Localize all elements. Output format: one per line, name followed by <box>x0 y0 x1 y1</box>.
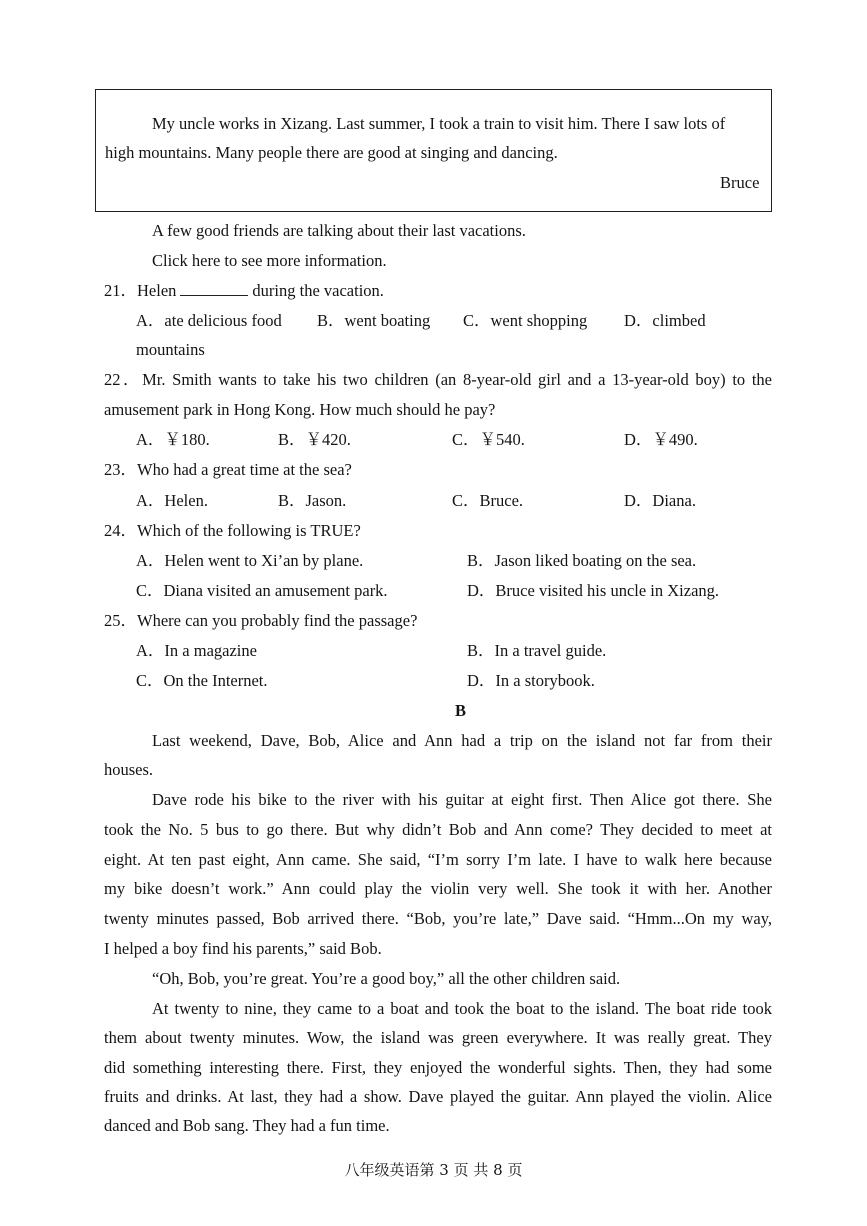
question-23-option-c: C．Bruce. <box>452 491 524 510</box>
passage-b-paragraph-4-line-1: At twenty to nine, they came to a boat and took the boat to the island. The boat ride took <box>152 999 772 1018</box>
question-24-option-c: C．Diana visited an amusement park. <box>136 581 388 600</box>
question-22-option-a: A．￥180. <box>136 430 210 449</box>
question-21-option-b: B．went boating <box>317 311 431 330</box>
question-21-option-d: D．climbed <box>624 311 706 330</box>
question-25-option-a: A．In a magazine <box>136 641 257 660</box>
question-21-stem-end: during the vacation. <box>252 281 384 300</box>
question-24-option-d: D．Bruce visited his uncle in Xizang. <box>467 581 720 600</box>
intro-line-1: A few good friends are talking about their last vacations. <box>152 221 526 240</box>
question-21-stem-start: 21．Helen <box>104 281 177 300</box>
question-25-option-d: D．In a storybook. <box>467 671 595 690</box>
question-22-stem-line-1: 22．Mr. Smith wants to take his two children (an 8-year-old girl and a 13-year-old boy) to the <box>104 370 772 389</box>
bruce-signature: Bruce <box>720 173 760 192</box>
question-25-option-c: C．On the Internet. <box>136 671 268 690</box>
passage-b-paragraph-2-line-3: eight. At ten past eight, Ann came. She said, “I’m sorry I’m late. I have to walk here because <box>104 850 772 869</box>
question-21-stem <box>104 281 384 301</box>
question-24-option-a: A．Helen went to Xi’an by plane. <box>136 551 364 570</box>
question-23-option-a: A．Helen. <box>136 491 208 510</box>
bruce-post-line-1: My uncle works in Xizang. Last summer, I took a train to visit him. There I saw lots of <box>152 114 726 133</box>
page-footer: 八年级英语第 3 页 共 8 页 <box>344 1161 523 1179</box>
passage-b-paragraph-2-line-4: my bike doesn’t work.” Ann could play the violin very well. She took it with her. Another <box>104 879 772 898</box>
question-23-option-d: D．Diana. <box>624 491 696 510</box>
passage-b-paragraph-3-line-1: “Oh, Bob, you’re great. You’re a good boy,” all the other children said. <box>152 969 621 988</box>
question-24-stem: 24．Which of the following is TRUE? <box>104 521 361 540</box>
passage-b-paragraph-4-line-3: did something interesting there. First, they enjoyed the wonderful sights. Then, they had some <box>104 1058 772 1077</box>
passage-b-paragraph-4-line-5: danced and Bob sang. They had a fun time. <box>104 1116 390 1135</box>
question-21-option-a: A．ate delicious food <box>136 311 282 330</box>
question-21-option-c: C．went shopping <box>463 311 588 330</box>
answer-blank <box>180 281 248 296</box>
passage-b-paragraph-2-line-5: twenty minutes passed, Bob arrived there. “Bob, you’re late,” Dave said. “Hmm...On my way, <box>104 909 772 928</box>
bruce-post-line-2: high mountains. Many people there are good at singing and dancing. <box>105 143 558 162</box>
passage-b-paragraph-2-line-1: Dave rode his bike to the river with his guitar at eight first. Then Alice got there. She <box>152 790 772 809</box>
question-25-option-b: B．In a travel guide. <box>467 641 607 660</box>
passage-b-paragraph-2-line-6: I helped a boy find his parents,” said Bob. <box>104 939 382 958</box>
question-25-stem: 25．Where can you probably find the passage? <box>104 611 418 630</box>
question-23-stem: 23．Who had a great time at the sea? <box>104 460 352 479</box>
question-21-option-d-continued: mountains <box>136 340 205 359</box>
question-22-option-d: D．￥490. <box>624 430 698 449</box>
question-23-option-b: B．Jason. <box>278 491 347 510</box>
passage-b-paragraph-1-line-1: Last weekend, Dave, Bob, Alice and Ann had a trip on the island not far from their <box>152 731 772 750</box>
passage-b-paragraph-4-line-4: fruits and drinks. At last, they had a show. Dave played the guitar. Ann played the violin. Alice <box>104 1087 772 1106</box>
intro-line-2: Click here to see more information. <box>152 251 387 270</box>
question-22-stem-line-2: amusement park in Hong Kong. How much should he pay? <box>104 400 496 419</box>
section-b-heading: B <box>455 701 467 720</box>
passage-b-paragraph-2-line-2: took the No. 5 bus to go there. But why didn’t Bob and Ann come? They decided to meet at <box>104 820 772 839</box>
question-24-option-b: B．Jason liked boating on the sea. <box>467 551 697 570</box>
question-22-option-c: C．￥540. <box>452 430 525 449</box>
passage-b-paragraph-4-line-2: them about twenty minutes. Wow, the island was green everywhere. It was really great. They <box>104 1028 772 1047</box>
question-22-option-b: B．￥420. <box>278 430 351 449</box>
passage-b-paragraph-1-line-2: houses. <box>104 760 154 779</box>
